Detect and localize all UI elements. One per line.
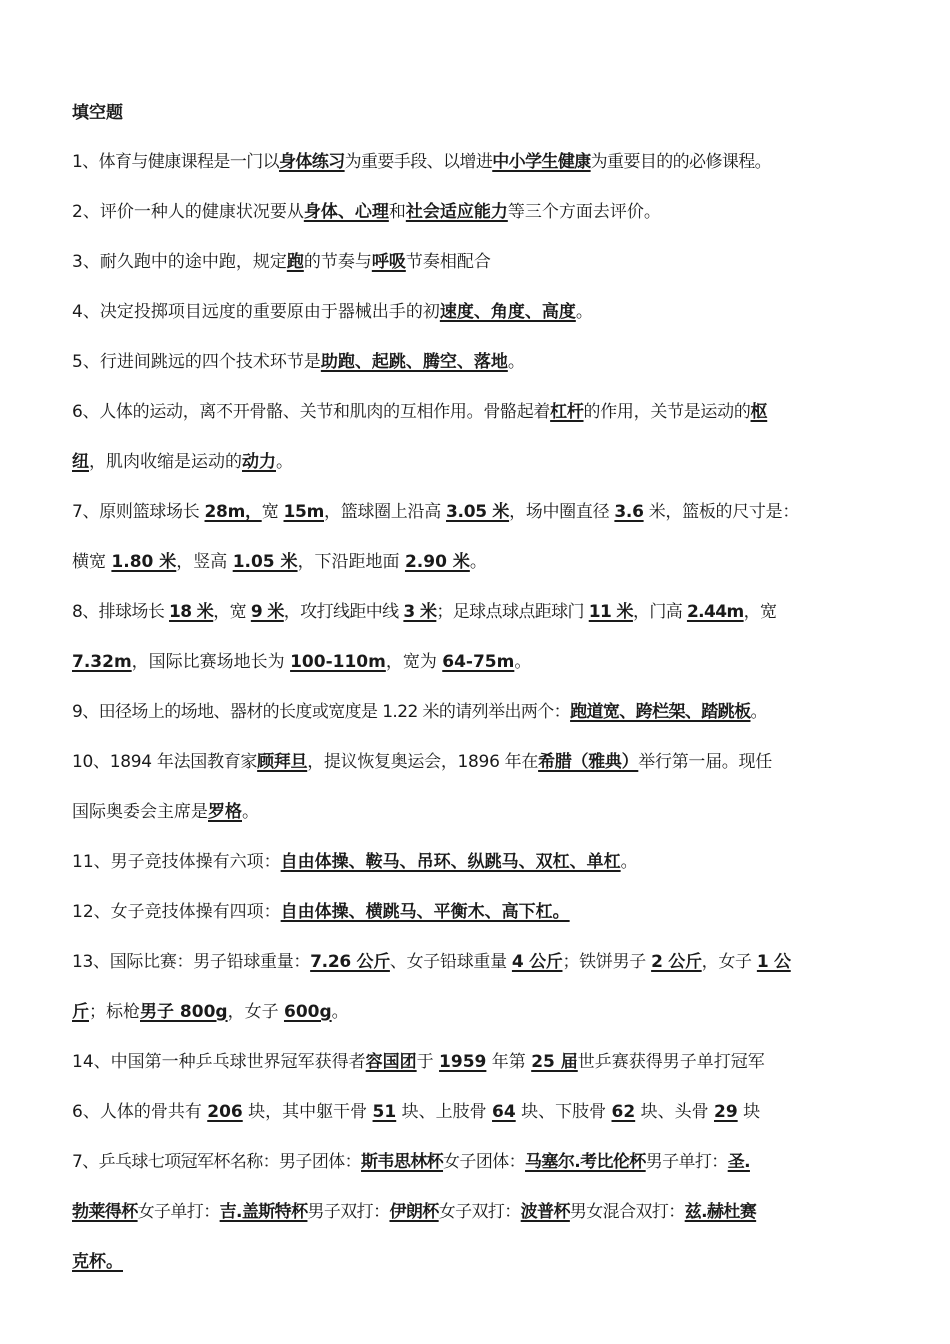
answer-text: 杠杆 <box>550 402 584 422</box>
question-text: 宽 <box>261 502 284 522</box>
question-text: 5、行进间跳远的四个技术环节是 <box>72 352 321 372</box>
answer-text: 自由体操、鞍马、吊环、纵跳马、双杠、单杠 <box>280 852 621 872</box>
question-line <box>72 798 880 848</box>
answer-text: 3 米 <box>403 602 437 622</box>
question-text: 。 <box>514 652 532 672</box>
answer-text: 11 米 <box>588 602 633 622</box>
answer-text: 64-75m <box>442 652 515 672</box>
question-line <box>72 148 880 198</box>
question-line <box>72 498 880 548</box>
question-text: 等三个方面去评价。 <box>507 202 661 222</box>
answer-text: 1.80 米 <box>111 552 177 572</box>
question-line <box>72 948 880 998</box>
question-line <box>72 398 880 448</box>
question-text: 7、原则篮球场长 <box>72 502 205 522</box>
question-text: ；标枪 <box>89 1002 140 1022</box>
question-text: 4、决定投掷项目远度的重要原由于器械出手的初 <box>72 302 440 322</box>
question-text: 块、下肢骨 <box>515 1102 612 1122</box>
answer-text: 600g <box>283 1002 332 1022</box>
question-text: 2、评价一种人的健康状况要从 <box>72 202 304 222</box>
question-text: ，提议恢复奥运会，1896 年在 <box>307 752 539 772</box>
question-text: 。 <box>469 552 487 572</box>
question-text: ；足球点球点距球门 <box>436 602 589 622</box>
answer-text: 2.90 米 <box>404 552 470 572</box>
question-text: 6、人体的骨共有 <box>72 1102 208 1122</box>
answer-text: 62 <box>611 1102 636 1122</box>
answer-text: 速度、角度、高度 <box>439 302 576 322</box>
question-line <box>72 348 880 398</box>
question-text: ，篮球圈上沿高 <box>324 502 447 522</box>
question-text: 14、中国第一种乒乓球世界冠军获得者 <box>72 1052 366 1072</box>
question-text: 男子单打： <box>645 1152 728 1172</box>
answer-text: 呼吸 <box>371 252 406 272</box>
answer-text: 身体练习 <box>279 152 345 172</box>
question-text: 9、田径场上的场地、器材的长度或宽度是 1.22 米的请列举出两个： <box>72 702 571 722</box>
answer-text: 3.6 <box>614 502 644 522</box>
answer-text: 25 届 <box>531 1052 578 1072</box>
question-text: 为重要手段、以增进 <box>344 152 493 172</box>
question-line <box>72 298 880 348</box>
question-line <box>72 1198 880 1248</box>
answer-text: 克杯。 <box>72 1252 123 1272</box>
answer-text: 自由体操、横跳马、平衡木、高下杠。 <box>280 902 570 922</box>
question-text: 。 <box>620 852 638 872</box>
question-text: 12、女子竞技体操有四项： <box>72 902 281 922</box>
question-text: 块、头骨 <box>635 1102 714 1122</box>
answer-text: 枢 <box>750 402 768 422</box>
question-text: 和 <box>388 202 406 222</box>
question-line <box>72 748 880 798</box>
answer-text: 3.05 米 <box>446 502 510 522</box>
question-text: 女子单打： <box>137 1202 220 1222</box>
question-text: 的节奏与 <box>303 252 372 272</box>
answer-text: 28m， <box>204 502 262 522</box>
question-text: ；铁饼男子 <box>562 952 652 972</box>
question-text: 块、上肢骨 <box>396 1102 493 1122</box>
answer-text: 100-110m <box>290 652 386 672</box>
answer-text: 圣. <box>727 1152 750 1172</box>
question-text: ，宽为 <box>385 652 443 672</box>
question-line <box>72 548 880 598</box>
answer-text: 1.05 米 <box>232 552 298 572</box>
question-line <box>72 1148 880 1198</box>
answer-text: 2.44m <box>686 602 744 622</box>
question-text: ，宽 <box>213 602 251 622</box>
question-text: 块，其中躯干骨 <box>242 1102 373 1122</box>
question-text: 年第 <box>486 1052 532 1072</box>
answer-text: 男子 800g <box>140 1002 228 1022</box>
answer-text: 7.32m <box>72 652 132 672</box>
answer-text: 罗格 <box>208 802 242 822</box>
section-heading: 填空题 <box>72 103 123 123</box>
question-text: 8、排球场长 <box>72 602 170 622</box>
question-line <box>72 998 880 1048</box>
question-text: 。 <box>507 352 525 372</box>
question-text: 男子双打： <box>307 1202 390 1222</box>
answer-text: 伊朗杯 <box>389 1202 439 1222</box>
question-text: 。 <box>242 802 259 822</box>
question-text: 为重要目的的必修课程。 <box>590 152 772 172</box>
answer-text: 吉.盖斯特杯 <box>219 1202 308 1222</box>
question-text: 11、男子竞技体操有六项： <box>72 852 281 872</box>
question-line <box>72 598 880 648</box>
answer-text: 1 公 <box>756 952 791 972</box>
answer-text: 跑 <box>286 252 304 272</box>
answer-text: 斤 <box>72 1002 89 1022</box>
question-text: 、女子铅球重量 <box>389 952 512 972</box>
question-text: 举行第一届。现任 <box>638 752 772 772</box>
answer-text: 容国团 <box>365 1052 417 1072</box>
question-line <box>72 1248 880 1298</box>
question-text: 块 <box>737 1102 761 1122</box>
answer-text: 206 <box>207 1102 243 1122</box>
question-text: 6、人体的运动，离不开骨骼、关节和肌肉的互相作用。骨骼起着 <box>72 402 551 422</box>
question-text: 10、1894 年法国教育家 <box>72 752 258 772</box>
question-text: ，女子 <box>701 952 757 972</box>
answer-text: 社会适应能力 <box>405 202 508 222</box>
question-text: ，宽 <box>743 602 777 622</box>
question-text: 1、体育与健康课程是一门以 <box>72 152 280 172</box>
question-text: 国际奥委会主席是 <box>72 802 208 822</box>
answer-text: 29 <box>714 1102 738 1122</box>
question-text: 男女混合双打： <box>569 1202 685 1222</box>
question-text: ，女子 <box>227 1002 284 1022</box>
answer-text: 中小学生健康 <box>492 152 591 172</box>
question-text: 米，篮板的尺寸是： <box>643 502 800 522</box>
question-line <box>72 848 880 898</box>
question-text: 横宽 <box>72 552 112 572</box>
answer-text: 身体、心理 <box>303 202 389 222</box>
question-list <box>72 148 880 1298</box>
question-text: 于 <box>416 1052 440 1072</box>
answer-text: 跑道宽、跨栏架、踏跳板 <box>570 702 751 722</box>
answer-text: 顾拜旦 <box>257 752 308 772</box>
question-text: ，攻打线距中线 <box>283 602 404 622</box>
answer-text: 动力 <box>242 452 276 472</box>
question-line <box>72 648 880 698</box>
answer-text: 4 公斤 <box>511 952 563 972</box>
answer-text: 纽 <box>72 452 89 472</box>
question-line <box>72 1048 880 1098</box>
question-text: 3、耐久跑中的途中跑，规定 <box>72 252 287 272</box>
question-line <box>72 198 880 248</box>
question-line <box>72 248 880 298</box>
question-text: 世乒赛获得男子单打冠军 <box>577 1052 765 1072</box>
question-line <box>72 448 880 498</box>
question-text: 节奏相配合 <box>405 252 491 272</box>
question-text: 女子双打： <box>438 1202 521 1222</box>
answer-text: 助跑、起跳、腾空、落地 <box>320 352 508 372</box>
answer-text: 18 米 <box>169 602 214 622</box>
question-line <box>72 898 880 948</box>
question-text: ，国际比赛场地长为 <box>131 652 291 672</box>
answer-text: 波普杯 <box>520 1202 570 1222</box>
answer-text: 1959 <box>439 1052 487 1072</box>
question-text: 。 <box>575 302 593 322</box>
question-text: ，下沿距地面 <box>297 552 405 572</box>
question-text: ，肌肉收缩是运动的 <box>89 452 242 472</box>
question-text: ，竖高 <box>176 552 233 572</box>
question-text: 。 <box>276 452 293 472</box>
question-text: 。 <box>331 1002 349 1022</box>
answer-text: 兹.赫杜赛 <box>684 1202 757 1222</box>
question-text: 7、乒乓球七项冠军杯名称：男子团体： <box>72 1152 362 1172</box>
question-text: 的作用，关节是运动的 <box>583 402 751 422</box>
answer-text: 斯韦思林杯 <box>361 1152 444 1172</box>
question-text: ，门高 <box>632 602 687 622</box>
answer-text: 7.26 公斤 <box>310 952 390 972</box>
answer-text: 9 米 <box>250 602 284 622</box>
question-text: 。 <box>750 702 767 722</box>
answer-text: 15m <box>283 502 324 522</box>
answer-text: 勃莱得杯 <box>72 1202 138 1222</box>
answer-text: 希腊（雅典） <box>538 752 639 772</box>
question-line <box>72 698 880 748</box>
question-text: 女子团体： <box>443 1152 526 1172</box>
answer-text: 马塞尔.考比伦杯 <box>525 1152 646 1172</box>
answer-text: 51 <box>372 1102 397 1122</box>
question-text: ，场中圈直径 <box>509 502 615 522</box>
answer-text: 64 <box>492 1102 516 1122</box>
question-text: 13、国际比赛：男子铅球重量： <box>72 952 311 972</box>
question-line <box>72 1098 880 1148</box>
answer-text: 2 公斤 <box>651 952 702 972</box>
